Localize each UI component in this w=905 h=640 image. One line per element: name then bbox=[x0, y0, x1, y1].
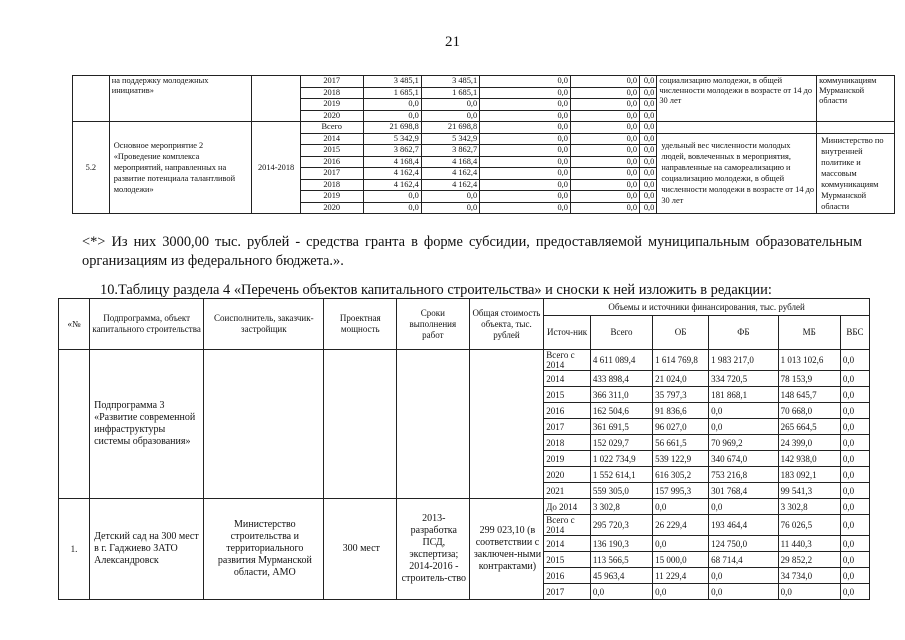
table-cell: 96 027,0 bbox=[653, 419, 709, 435]
row-number-cell bbox=[73, 76, 110, 122]
table-cell: 361 691,5 bbox=[590, 419, 652, 435]
header-ob: ОБ bbox=[653, 316, 709, 350]
table-cell: 0,0 bbox=[640, 168, 657, 180]
table-cell: 34 734,0 bbox=[778, 568, 840, 584]
table-cell: 0,0 bbox=[778, 584, 840, 600]
table-cell: 0,0 bbox=[480, 145, 571, 157]
table-cell: 181 868,1 bbox=[709, 387, 778, 403]
table-cell: 99 541,3 bbox=[778, 483, 840, 499]
table-cell: Всего с 2014 bbox=[544, 515, 591, 536]
period-cell: 2014-2018 bbox=[252, 122, 301, 214]
table-cell: 366 311,0 bbox=[590, 387, 652, 403]
table-cell: 0,0 bbox=[640, 145, 657, 157]
table-cell: 15 000,0 bbox=[653, 552, 709, 568]
table-cell: 1 013 102,6 bbox=[778, 350, 840, 371]
table-cell: 157 995,3 bbox=[653, 483, 709, 499]
table-cell: 2016 bbox=[300, 156, 363, 168]
table-cell: 70 969,2 bbox=[709, 435, 778, 451]
page-number: 21 bbox=[445, 34, 460, 50]
table-cell: 0,0 bbox=[640, 122, 657, 134]
indicator-cell: удельный вес численности молодых людей, вовлеченных в мероприятия, направленные на самореализацию и социализацию молодежи, в общей численности молодежи в возрасте от 14 до 30 лет bbox=[657, 133, 817, 214]
table-cell: 76 026,5 bbox=[778, 515, 840, 536]
row-number-cell: 1. bbox=[59, 499, 90, 600]
table-cell: 0,0 bbox=[570, 76, 639, 88]
table-cell: 0,0 bbox=[480, 76, 571, 88]
table-cell: 0,0 bbox=[570, 156, 639, 168]
table-cell: 0,0 bbox=[363, 99, 421, 111]
table-cell: 340 674,0 bbox=[709, 451, 778, 467]
table-cell: 265 664,5 bbox=[778, 419, 840, 435]
row-number-cell: 5.2 bbox=[73, 122, 110, 214]
cost-cell: 299 023,10 (в соответствии с заключен-ными контрактами) bbox=[469, 499, 544, 600]
table-cell: 4 162,4 bbox=[421, 168, 479, 180]
table-cell: 753 216,8 bbox=[709, 467, 778, 483]
header-capacity: Проектная мощность bbox=[324, 299, 397, 350]
table-cell: 136 190,3 bbox=[590, 536, 652, 552]
executor-cell bbox=[817, 122, 895, 134]
table-cell: 1 685,1 bbox=[363, 87, 421, 99]
table-cell: 193 464,4 bbox=[709, 515, 778, 536]
table-cell: 162 504,6 bbox=[590, 403, 652, 419]
table-cell: 35 797,3 bbox=[653, 387, 709, 403]
table-cell: 113 566,5 bbox=[590, 552, 652, 568]
table-cell: 0,0 bbox=[480, 156, 571, 168]
table-cell: 78 153,9 bbox=[778, 371, 840, 387]
table-cell: 124 750,0 bbox=[709, 536, 778, 552]
table-cell: 301 768,4 bbox=[709, 483, 778, 499]
table-cell: 2016 bbox=[544, 403, 591, 419]
footnote: <*> Из них 3000,00 тыс. рублей - средства гранта в форме субсидии, предоставляемой муниципальным образовательным организациям из федерального бюджета.». bbox=[82, 234, 862, 269]
table-cell: 0,0 bbox=[480, 179, 571, 191]
table-cell: 0,0 bbox=[570, 133, 639, 145]
header-cost: Общая стоимость объекта, тыс. рублей bbox=[469, 299, 544, 350]
table-cell: 0,0 bbox=[653, 584, 709, 600]
table-cell: 2015 bbox=[300, 145, 363, 157]
table-cell: 0,0 bbox=[840, 419, 869, 435]
table-cell: 0,0 bbox=[570, 110, 639, 122]
table-cell: 4 168,4 bbox=[363, 156, 421, 168]
cost-cell bbox=[469, 350, 544, 499]
table-cell: 0,0 bbox=[570, 87, 639, 99]
table-cell: 0,0 bbox=[570, 122, 639, 134]
table-cell: 5 342,9 bbox=[421, 133, 479, 145]
table-cell: 2016 bbox=[544, 568, 591, 584]
table-cell: 1 614 769,8 bbox=[653, 350, 709, 371]
table-cell: 3 485,1 bbox=[421, 76, 479, 88]
table-cell: 21 024,0 bbox=[653, 371, 709, 387]
table-cell: 3 862,7 bbox=[421, 145, 479, 157]
table-cell: 0,0 bbox=[640, 191, 657, 203]
table-cell: 0,0 bbox=[480, 133, 571, 145]
table-cell: 0,0 bbox=[421, 99, 479, 111]
table-cell: 29 852,2 bbox=[778, 552, 840, 568]
table-cell: 0,0 bbox=[840, 451, 869, 467]
table-cell: 539 122,9 bbox=[653, 451, 709, 467]
program-name-cell: на поддержку молодежных инициатив» bbox=[109, 76, 252, 122]
table-cell: 183 092,1 bbox=[778, 467, 840, 483]
table-cell: До 2014 bbox=[544, 499, 591, 515]
table-cell: Всего с 2014 bbox=[544, 350, 591, 371]
program-name-cell: Основное мероприятие 2 «Проведение комплекса мероприятий, направленных на развитие потенциала талантливой молодежи» bbox=[109, 122, 252, 214]
table-cell: 0,0 bbox=[653, 499, 709, 515]
table-cell: 1 685,1 bbox=[421, 87, 479, 99]
table-cell: 56 661,5 bbox=[653, 435, 709, 451]
table-cell: 26 229,4 bbox=[653, 515, 709, 536]
table-cell: 0,0 bbox=[709, 584, 778, 600]
header-name: Подпрограмма, объект капитального строительства bbox=[90, 299, 204, 350]
header-terms: Сроки выполнения работ bbox=[397, 299, 470, 350]
table-cell: 0,0 bbox=[840, 568, 869, 584]
table-cell: 616 305,2 bbox=[653, 467, 709, 483]
table-row bbox=[73, 122, 895, 134]
table-cell: 4 611 089,4 bbox=[590, 350, 652, 371]
table-cell: 2020 bbox=[300, 110, 363, 122]
table-cell: 152 029,7 bbox=[590, 435, 652, 451]
subprogram-name-cell: Подпрограмма 3 «Развитие современной инфраструктуры системы образования» bbox=[90, 350, 204, 499]
table-cell: 0,0 bbox=[709, 403, 778, 419]
table-cell: 0,0 bbox=[480, 87, 571, 99]
table-cell: 0,0 bbox=[480, 122, 571, 134]
table-cell: 0,0 bbox=[480, 168, 571, 180]
table-cell: 0,0 bbox=[421, 191, 479, 203]
table-cell: 91 836,6 bbox=[653, 403, 709, 419]
table-cell: 0,0 bbox=[640, 133, 657, 145]
table-cell: 0,0 bbox=[570, 179, 639, 191]
table-cell: 0,0 bbox=[653, 536, 709, 552]
table-row bbox=[59, 350, 870, 371]
table-cell: 0,0 bbox=[840, 371, 869, 387]
table-cell: 3 302,8 bbox=[590, 499, 652, 515]
table-cell: 2018 bbox=[544, 435, 591, 451]
table-cell: 0,0 bbox=[840, 403, 869, 419]
table-cell: 0,0 bbox=[421, 110, 479, 122]
table-cell: 0,0 bbox=[363, 191, 421, 203]
table-cell: 2014 bbox=[544, 371, 591, 387]
table-cell: 0,0 bbox=[363, 110, 421, 122]
header-coexecutor: Соисполнитель, заказчик-застройщик bbox=[204, 299, 324, 350]
table-cell: 1 022 734,9 bbox=[590, 451, 652, 467]
table-cell: 2018 bbox=[300, 87, 363, 99]
capacity-cell: 300 мест bbox=[324, 499, 397, 600]
table-cell: 1 983 217,0 bbox=[709, 350, 778, 371]
header-fb: ФБ bbox=[709, 316, 778, 350]
table-cell: 2017 bbox=[544, 584, 591, 600]
row-number-cell bbox=[59, 350, 90, 499]
table-cell: 3 302,8 bbox=[778, 499, 840, 515]
table-row bbox=[73, 76, 895, 88]
table-cell: 0,0 bbox=[590, 584, 652, 600]
table-row bbox=[59, 499, 870, 515]
header-funding: Объемы и источники финансирования, тыс. рублей bbox=[544, 299, 870, 316]
table-cell: 21 698,8 bbox=[363, 122, 421, 134]
table-cell: 0,0 bbox=[640, 179, 657, 191]
period-cell bbox=[252, 76, 301, 122]
table-cell: 2015 bbox=[544, 552, 591, 568]
table-cell: 2017 bbox=[300, 168, 363, 180]
table-cell: 0,0 bbox=[709, 568, 778, 584]
table-cell: 2020 bbox=[544, 467, 591, 483]
table-cell: 45 963,4 bbox=[590, 568, 652, 584]
coexecutor-cell: Министерство строительства и территориального развития Мурманской области, АМО bbox=[204, 499, 324, 600]
table-cell: 0,0 bbox=[570, 99, 639, 111]
table-cell: 4 162,4 bbox=[363, 179, 421, 191]
table-cell: 0,0 bbox=[421, 202, 479, 214]
table-cell: 4 168,4 bbox=[421, 156, 479, 168]
table-cell: 0,0 bbox=[480, 202, 571, 214]
indicator-cell bbox=[657, 122, 817, 134]
table-cell: 2019 bbox=[300, 191, 363, 203]
table-cell: 0,0 bbox=[640, 202, 657, 214]
table-cell: 0,0 bbox=[640, 76, 657, 88]
table-cell: 0,0 bbox=[570, 168, 639, 180]
table-cell: 0,0 bbox=[840, 467, 869, 483]
table-cell: 0,0 bbox=[840, 552, 869, 568]
table-cell: 0,0 bbox=[640, 156, 657, 168]
executor-cell: коммуникациям Мурманской области bbox=[817, 76, 895, 122]
table-cell: 0,0 bbox=[840, 350, 869, 371]
table-cell: 0,0 bbox=[570, 191, 639, 203]
table-cell: 2015 bbox=[544, 387, 591, 403]
header-source: Источ-ник bbox=[544, 316, 591, 350]
table-cell: 4 162,4 bbox=[363, 168, 421, 180]
table-cell: 3 862,7 bbox=[363, 145, 421, 157]
table-cell: 0,0 bbox=[363, 202, 421, 214]
table-cell: Всего bbox=[300, 122, 363, 134]
table-cell: 2014 bbox=[544, 536, 591, 552]
table-cell: 5 342,9 bbox=[363, 133, 421, 145]
table-cell: 68 714,4 bbox=[709, 552, 778, 568]
header-vbs: ВБС bbox=[840, 316, 869, 350]
table-cell: 2017 bbox=[300, 76, 363, 88]
table-cell: 70 668,0 bbox=[778, 403, 840, 419]
table-cell: 11 229,4 bbox=[653, 568, 709, 584]
table-cell: 0,0 bbox=[570, 202, 639, 214]
table-cell: 2017 bbox=[544, 419, 591, 435]
table-cell: 334 720,5 bbox=[709, 371, 778, 387]
table-cell: 0,0 bbox=[570, 145, 639, 157]
table-cell: 295 720,3 bbox=[590, 515, 652, 536]
table-cell: 2021 bbox=[544, 483, 591, 499]
terms-cell bbox=[397, 350, 470, 499]
table-cell: 559 305,0 bbox=[590, 483, 652, 499]
table-cell: 0,0 bbox=[840, 435, 869, 451]
executor-cell: Министерство по внутренней политике и массовым коммуникациям Мурманской области bbox=[817, 133, 895, 214]
table-cell: 148 645,7 bbox=[778, 387, 840, 403]
capital-construction-table bbox=[58, 298, 870, 600]
table-cell: 2018 bbox=[300, 179, 363, 191]
table-cell: 0,0 bbox=[640, 110, 657, 122]
table-cell: 433 898,4 bbox=[590, 371, 652, 387]
table-cell: 11 440,3 bbox=[778, 536, 840, 552]
table-cell: 0,0 bbox=[840, 483, 869, 499]
table-cell: 1 552 614,1 bbox=[590, 467, 652, 483]
table-cell: 0,0 bbox=[840, 584, 869, 600]
terms-cell: 2013-разработка ПСД, экспертиза; 2014-2016 - строитель-ство bbox=[397, 499, 470, 600]
table-cell: 0,0 bbox=[480, 99, 571, 111]
table-cell: 0,0 bbox=[840, 387, 869, 403]
table-cell: 21 698,8 bbox=[421, 122, 479, 134]
table-cell: 0,0 bbox=[709, 419, 778, 435]
table-cell: 0,0 bbox=[840, 499, 869, 515]
table-cell: 0,0 bbox=[709, 499, 778, 515]
coexecutor-cell bbox=[204, 350, 324, 499]
object-name-cell: Детский сад на 300 мест в г. Гаджиево ЗАТО Александровск bbox=[90, 499, 204, 600]
header-num: «№ bbox=[59, 299, 90, 350]
table-cell: 0,0 bbox=[640, 87, 657, 99]
header-total: Всего bbox=[590, 316, 652, 350]
table-cell: 2020 bbox=[300, 202, 363, 214]
table-cell: 0,0 bbox=[840, 536, 869, 552]
table-cell: 0,0 bbox=[480, 191, 571, 203]
table-cell: 4 162,4 bbox=[421, 179, 479, 191]
table-cell: 24 399,0 bbox=[778, 435, 840, 451]
table-cell: 0,0 bbox=[640, 99, 657, 111]
table-cell: 2019 bbox=[544, 451, 591, 467]
table-cell: 0,0 bbox=[840, 515, 869, 536]
section-heading: 10.Таблицу раздела 4 «Перечень объектов капитального строительства» и сноски к ней изложить в редакции: bbox=[100, 282, 772, 298]
table-cell: 3 485,1 bbox=[363, 76, 421, 88]
table-cell: 2014 bbox=[300, 133, 363, 145]
table-cell: 142 938,0 bbox=[778, 451, 840, 467]
indicator-cell: социализацию молодежи, в общей численности молодежи в возрасте от 14 до 30 лет bbox=[657, 76, 817, 122]
program-continued-table bbox=[72, 75, 895, 214]
table-cell: 0,0 bbox=[480, 110, 571, 122]
header-mb: МБ bbox=[778, 316, 840, 350]
capacity-cell bbox=[324, 350, 397, 499]
table-cell: 2019 bbox=[300, 99, 363, 111]
